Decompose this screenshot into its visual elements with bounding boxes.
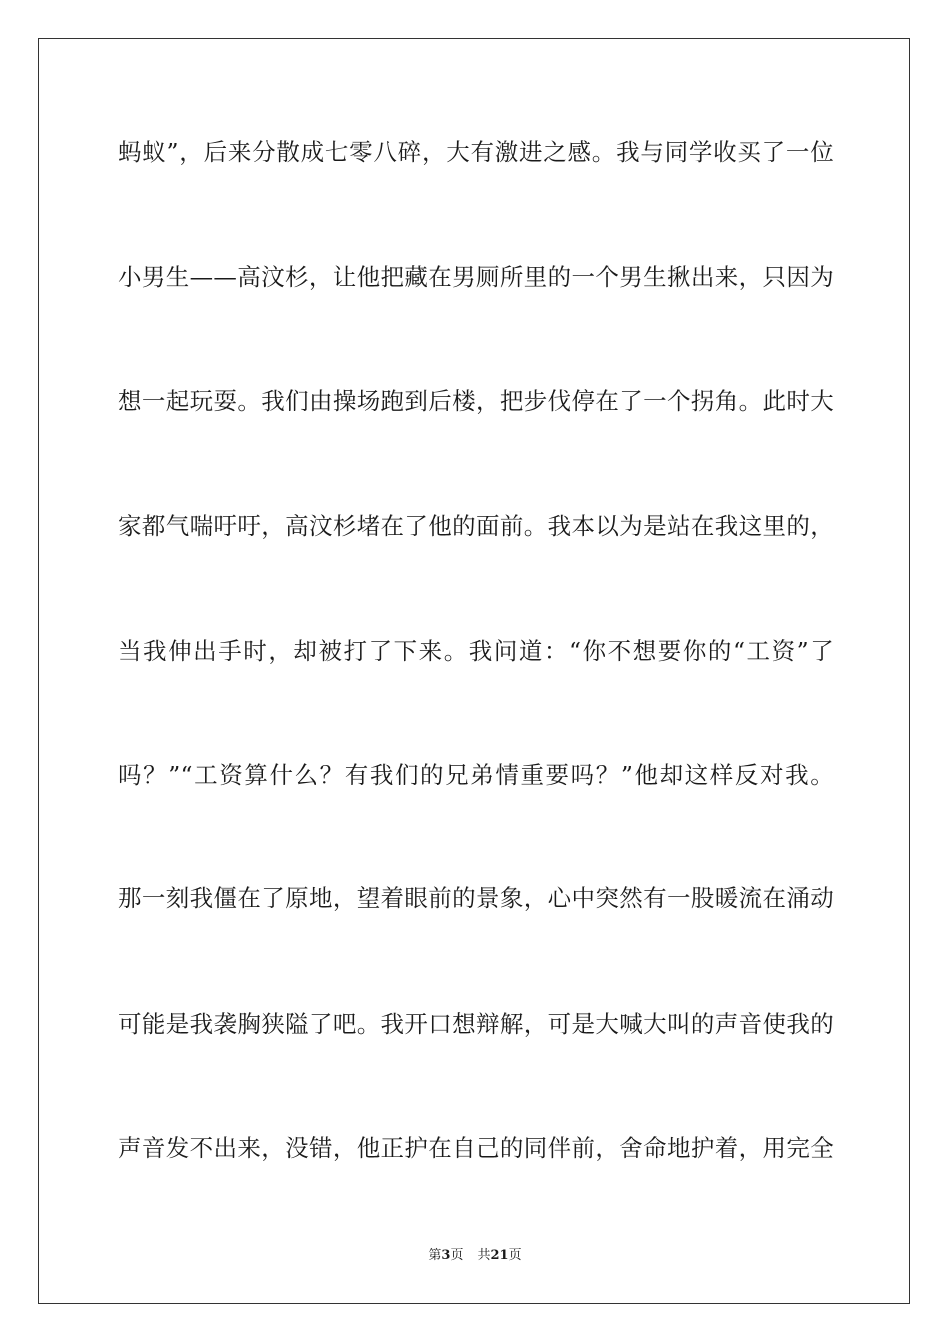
page-footer: [0, 1248, 950, 1264]
total-suffix: 页: [508, 1248, 522, 1263]
total-pages: 21: [490, 1248, 509, 1263]
text-line-5: 当我伸出手时，却被打了下来。我问道：“你不想要你的“工资”了: [118, 637, 834, 665]
page-suffix: 页: [450, 1248, 464, 1263]
text-line-3: 想一起玩耍。我们由操场跑到后楼，把步伐停在了一个拐角。此时大: [118, 387, 834, 415]
page-prefix: 第: [428, 1248, 442, 1263]
text-line-7: 那一刻我僵在了原地，望着眼前的景象，心中突然有一股暖流在涌动: [118, 884, 834, 912]
text-line-1: 蚂蚁”，后来分散成七零八碎，大有激进之感。我与同学收买了一位: [118, 138, 834, 166]
page-number: 3: [441, 1248, 451, 1263]
text-line-9: 声音发不出来，没错，他正护在自己的同伴前，舍命地护着，用完全: [118, 1134, 834, 1162]
total-prefix: 共: [477, 1248, 491, 1263]
text-line-4: 家都气喘吁吁，高汶杉堵在了他的面前。我本以为是站在我这里的，: [118, 512, 834, 540]
text-line-6: 吗？”“工资算什么？有我们的兄弟情重要吗？”他却这样反对我。: [118, 761, 834, 789]
text-line-2: 小男生——高汶杉，让他把藏在男厕所里的一个男生揪出来，只因为: [118, 263, 834, 291]
page-border: [38, 38, 910, 1304]
text-line-8: 可能是我袭胸狭隘了吧。我开口想辩解，可是大喊大叫的声音使我的: [118, 1010, 834, 1038]
